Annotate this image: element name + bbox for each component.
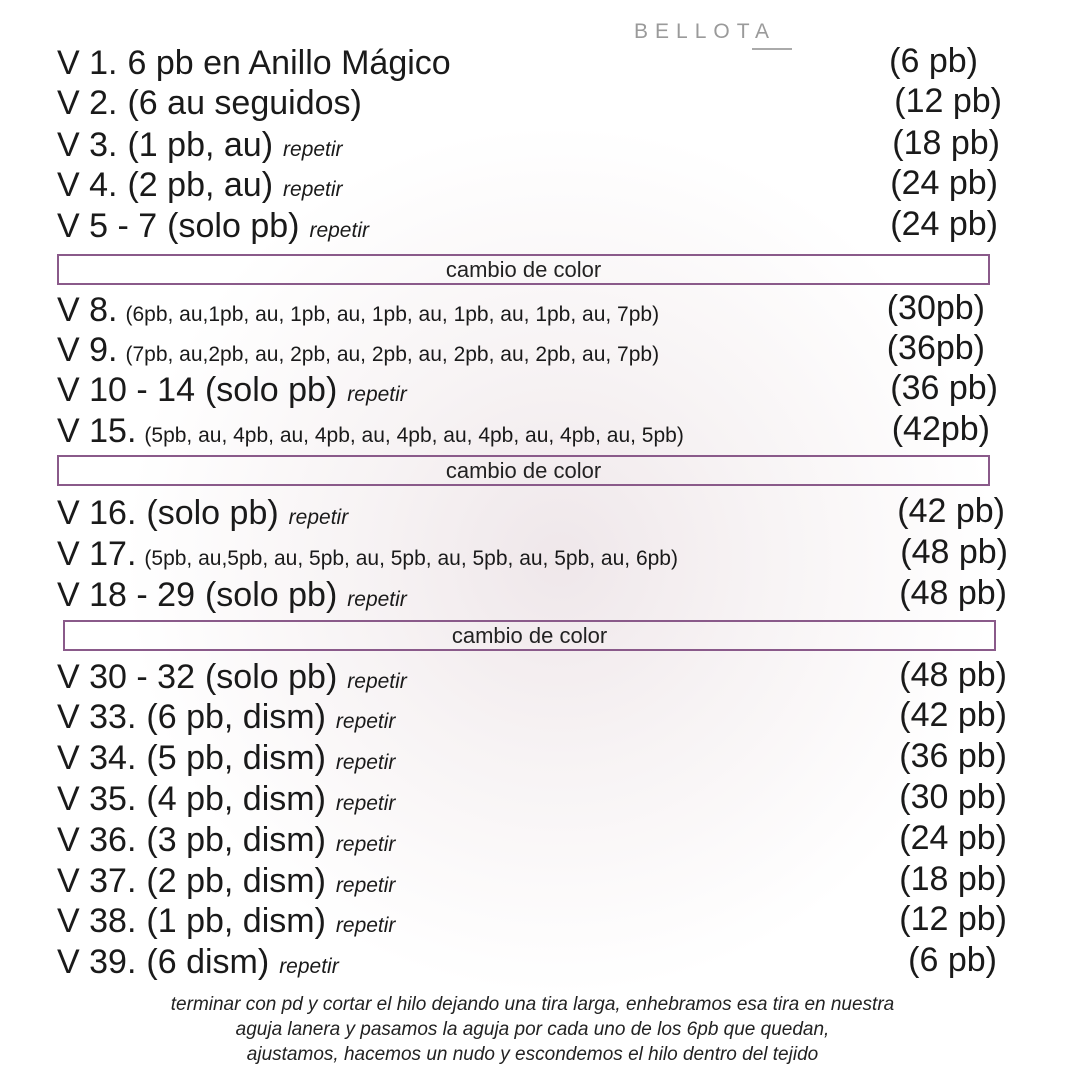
pattern-row	[57, 698, 395, 738]
round-instruction: (1 pb, dism)	[146, 902, 326, 940]
round-label: V 35.	[57, 780, 137, 818]
round-instruction: (solo pb)	[167, 207, 300, 245]
pattern-row	[57, 576, 407, 616]
round-instruction: (2 pb, au)	[127, 166, 274, 204]
stitch-count: (48 pb)	[900, 533, 1008, 571]
pattern-row	[57, 84, 362, 124]
repeat-note: repetir	[335, 710, 396, 733]
round-label: V 8.	[57, 291, 118, 329]
stitch-count: (24 pb)	[899, 819, 1007, 857]
round-label: V 37.	[57, 862, 137, 900]
pattern-row	[57, 371, 407, 411]
pattern-row	[57, 780, 395, 820]
brand-underline	[752, 48, 792, 50]
repeat-note: repetir	[283, 178, 343, 201]
stitch-count: (36 pb)	[890, 369, 998, 407]
repeat-note: repetir	[335, 914, 396, 937]
round-label: V 5 - 7	[57, 207, 158, 245]
stitch-count: (24 pb)	[890, 205, 998, 243]
pattern-row	[57, 943, 339, 983]
footer-line: terminar con pd y cortar el hilo dejando una tira larga, enhebramos esa tira en nuestra	[170, 994, 895, 1015]
round-instruction: (6 pb, dism)	[146, 698, 326, 736]
stitch-count: (30pb)	[886, 289, 985, 327]
stitch-count: (42 pb)	[899, 696, 1007, 734]
pattern-row	[57, 821, 395, 861]
pattern-row	[57, 494, 348, 534]
round-label: V 10 - 14	[57, 371, 195, 409]
footer-line: ajustamos, hacemos un nudo y escondemos el hilo dentro del tejido	[246, 1044, 819, 1065]
pattern-row	[57, 902, 395, 942]
pattern-row	[57, 207, 369, 247]
pattern-row	[57, 658, 407, 698]
color-change-banner: cambio de color	[63, 620, 996, 651]
stitch-count: (6 pb)	[889, 42, 978, 80]
stitch-count: (36 pb)	[899, 737, 1007, 775]
repeat-note: repetir	[347, 588, 407, 611]
repeat-note: repetir	[335, 751, 396, 774]
pattern-row	[57, 44, 451, 84]
stitch-count: (42pb)	[891, 410, 990, 448]
round-label: V 33.	[57, 698, 137, 736]
repeat-note: repetir	[335, 874, 396, 897]
round-instruction: 6 pb en Anillo Mágico	[127, 44, 451, 82]
stitch-count: (6 pb)	[908, 941, 997, 979]
stitch-count: (48 pb)	[899, 656, 1007, 694]
repeat-note: repetir	[347, 670, 407, 693]
repeat-note: repetir	[335, 833, 396, 856]
brand-logo: BELLOTA	[634, 20, 776, 43]
round-instruction: (5 pb, dism)	[146, 739, 326, 777]
round-label: V 36.	[57, 821, 137, 859]
round-label: V 3.	[57, 126, 118, 164]
round-label: V 4.	[57, 166, 118, 204]
round-detail: (5pb, au,5pb, au, 5pb, au, 5pb, au, 5pb, au, 5pb, au, 6pb)	[144, 547, 678, 570]
round-instruction: (3 pb, dism)	[146, 821, 326, 859]
round-label: V 39.	[57, 943, 137, 981]
round-detail: (6pb, au,1pb, au, 1pb, au, 1pb, au, 1pb, au, 1pb, au, 7pb)	[125, 303, 660, 326]
round-label: V 15.	[57, 412, 137, 450]
round-instruction: (6 dism)	[146, 943, 270, 981]
repeat-note: repetir	[283, 138, 343, 161]
stitch-count: (30 pb)	[899, 778, 1007, 816]
color-change-banner: cambio de color	[57, 254, 990, 285]
round-detail: (7pb, au,2pb, au, 2pb, au, 2pb, au, 2pb, au, 2pb, au, 7pb)	[125, 343, 660, 366]
round-label: V 1.	[57, 44, 118, 82]
stitch-count: (42 pb)	[897, 492, 1005, 530]
pattern-row	[57, 166, 343, 206]
footer-line: aguja lanera y pasamos la aguja por cada uno de los 6pb que quedan,	[235, 1019, 830, 1040]
stitch-count: (12 pb)	[894, 82, 1002, 120]
pattern-row	[57, 412, 684, 452]
round-label: V 38.	[57, 902, 137, 940]
repeat-note: repetir	[309, 219, 369, 242]
round-label: V 9.	[57, 331, 118, 369]
pattern-row	[57, 126, 343, 166]
repeat-note: repetir	[335, 792, 396, 815]
round-label: V 2.	[57, 84, 118, 122]
pattern-row	[57, 291, 659, 331]
repeat-note: repetir	[288, 506, 349, 529]
stitch-count: (24 pb)	[890, 164, 998, 202]
pattern-row	[57, 535, 678, 575]
pattern-row	[57, 862, 395, 902]
pattern-row	[57, 739, 395, 779]
repeat-note: repetir	[279, 955, 339, 978]
round-detail: (5pb, au, 4pb, au, 4pb, au, 4pb, au, 4pb, au, 4pb, au, 5pb)	[144, 424, 684, 447]
pattern-row	[57, 331, 659, 371]
round-label: V 34.	[57, 739, 137, 777]
stitch-count: (18 pb)	[899, 860, 1007, 898]
round-instruction: (solo pb)	[204, 658, 338, 696]
round-instruction: (2 pb, dism)	[146, 862, 326, 900]
stitch-count: (18 pb)	[892, 124, 1000, 162]
round-instruction: (solo pb)	[146, 494, 279, 532]
round-instruction: (4 pb, dism)	[146, 780, 326, 818]
stitch-count: (12 pb)	[899, 900, 1007, 938]
stitch-count: (48 pb)	[899, 574, 1007, 612]
round-label: V 18 - 29	[57, 576, 195, 614]
round-instruction: (1 pb, au)	[127, 126, 274, 164]
round-label: V 17.	[57, 535, 137, 573]
round-instruction: (solo pb)	[204, 576, 338, 614]
round-instruction: (6 au seguidos)	[127, 84, 362, 122]
color-change-banner: cambio de color	[57, 455, 990, 486]
stitch-count: (36pb)	[886, 329, 985, 367]
repeat-note: repetir	[347, 383, 407, 406]
round-label: V 30 - 32	[57, 658, 195, 696]
round-label: V 16.	[57, 494, 137, 532]
round-instruction: (solo pb)	[204, 371, 338, 409]
